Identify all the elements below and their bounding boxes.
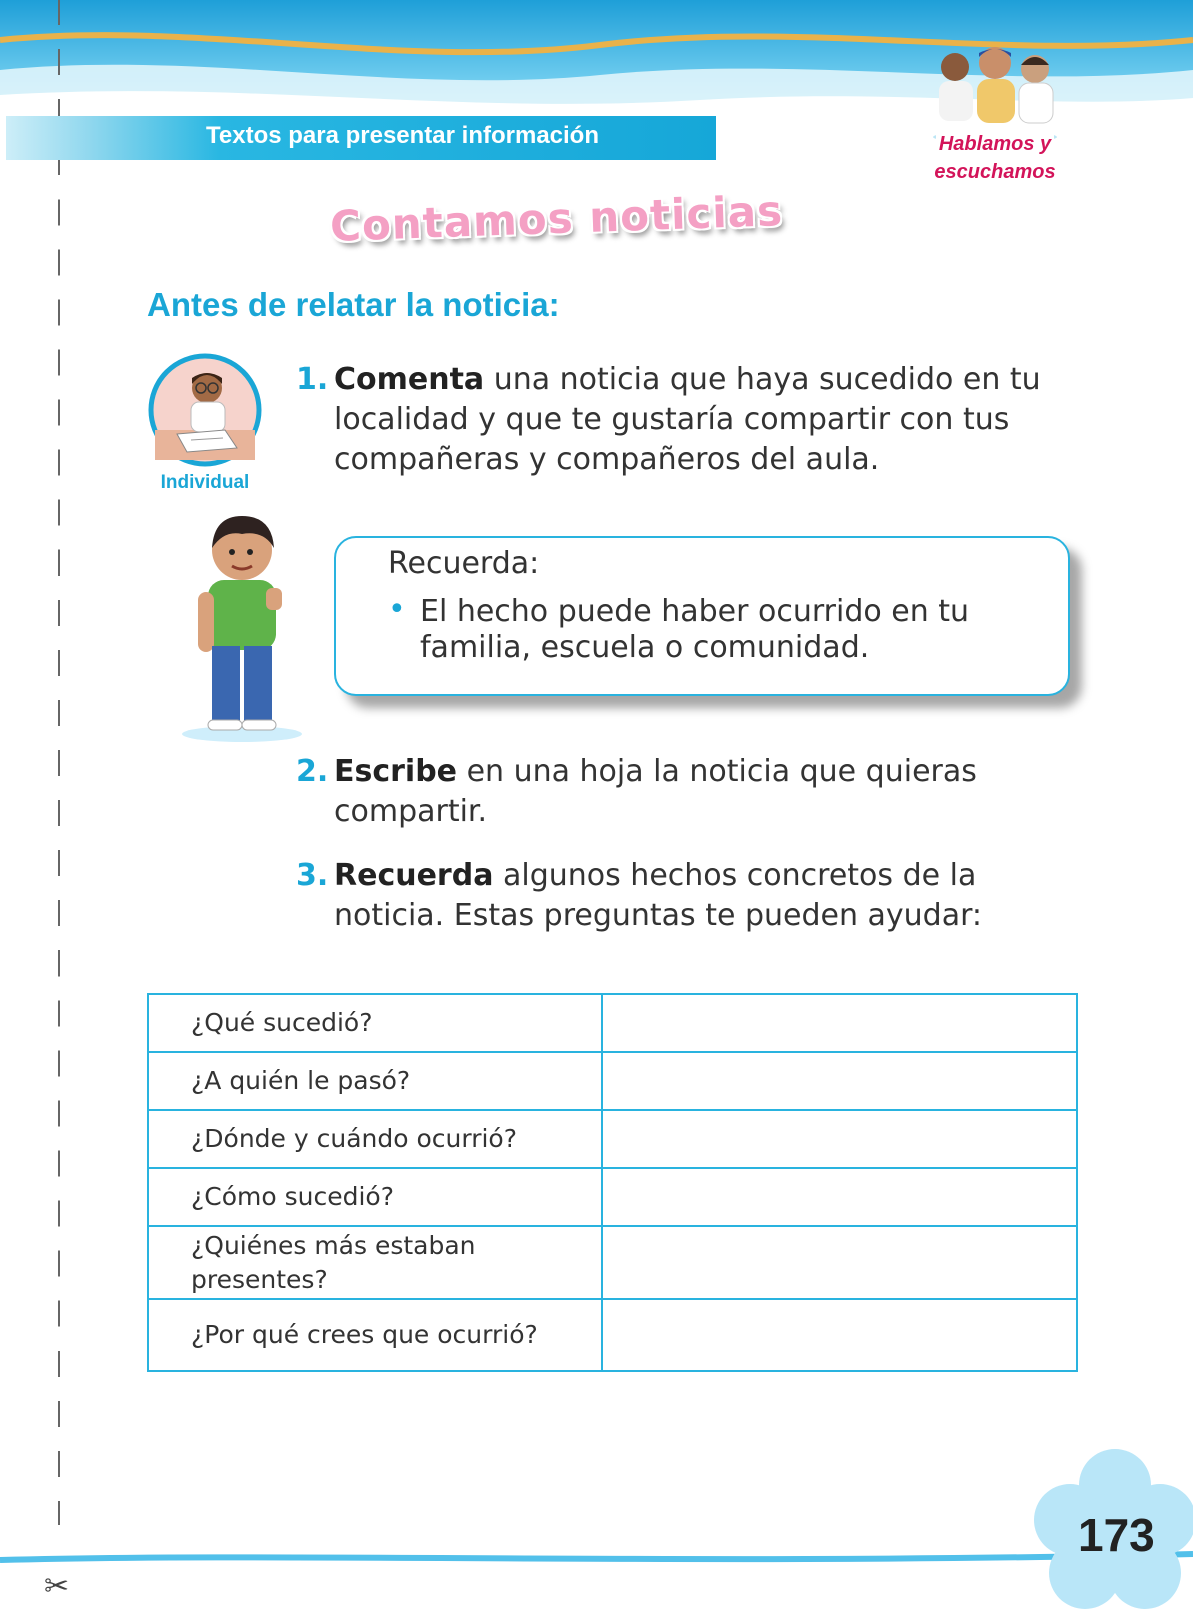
answer-cell[interactable] <box>602 994 1077 1052</box>
item-text: en una hoja la noticia que quieras compartir. <box>334 754 977 829</box>
answer-cell[interactable] <box>602 1168 1077 1226</box>
badge-label <box>910 130 1080 186</box>
recuerda-bullet-text: El hecho puede haber ocurrido en tu familia, escuela o comunidad. <box>420 594 970 665</box>
list-item-3 <box>296 856 1076 946</box>
item-text: algunos hechos concretos de la noticia. Estas preguntas te pueden ayudar: <box>334 858 983 933</box>
table-row <box>148 994 1077 1052</box>
table-row <box>148 1110 1077 1168</box>
page-number: 173 <box>1078 1509 1155 1561</box>
table-row <box>148 1052 1077 1110</box>
question-cell: ¿Qué sucedió? <box>148 994 602 1052</box>
table-row <box>148 1226 1077 1299</box>
bullet-icon: • <box>388 592 406 627</box>
item-verb: Escribe <box>334 754 458 789</box>
bottom-wave-decoration <box>0 1540 1193 1604</box>
answer-cell[interactable] <box>602 1110 1077 1168</box>
section-heading: Antes de relatar la noticia: <box>147 286 560 323</box>
question-cell: ¿Quiénes más estaban presentes? <box>148 1226 602 1299</box>
question-cell: ¿Por qué crees que ocurrió? <box>148 1299 602 1371</box>
item-verb: Comenta <box>334 362 485 397</box>
question-cell: ¿Dónde y cuándo ocurrió? <box>148 1110 602 1168</box>
table-row <box>148 1168 1077 1226</box>
answer-cell[interactable] <box>602 1052 1077 1110</box>
item-number: 2. <box>296 754 329 789</box>
section-banner <box>6 116 716 160</box>
question-cell: ¿A quién le pasó? <box>148 1052 602 1110</box>
recuerda-title: Recuerda: <box>388 546 540 581</box>
table-row <box>148 1299 1077 1371</box>
question-cell: ¿Cómo sucedió? <box>148 1168 602 1226</box>
list-item-2 <box>296 752 1076 842</box>
title-container <box>300 182 800 272</box>
scissors-icon: ✂ <box>44 1569 70 1604</box>
badge-line-2: escuchamos <box>931 158 1058 186</box>
item-number: 3. <box>296 858 329 893</box>
answer-cell[interactable] <box>602 1299 1077 1371</box>
question-table <box>147 993 1078 1372</box>
individual-work-icon <box>147 352 263 468</box>
recuerda-box <box>334 536 1070 696</box>
item-number: 1. <box>296 362 329 397</box>
item-text: una noticia que haya sucedido en tu localidad y que te gustaría compartir con tus compañeras y compañeros del aula. <box>334 362 1041 477</box>
section-banner-text: Textos para presentar información <box>206 122 599 149</box>
boy-thumbs-up-illustration-icon <box>180 508 310 748</box>
individual-label: Individual <box>160 472 250 493</box>
answer-cell[interactable] <box>602 1226 1077 1299</box>
list-item-1 <box>296 360 1076 490</box>
badge-line-1: Hablamos y <box>936 130 1054 158</box>
recuerda-bullet <box>388 594 1028 666</box>
page-title: Contamos noticias <box>329 186 784 251</box>
item-verb: Recuerda <box>334 858 494 893</box>
cut-line <box>58 0 60 1525</box>
